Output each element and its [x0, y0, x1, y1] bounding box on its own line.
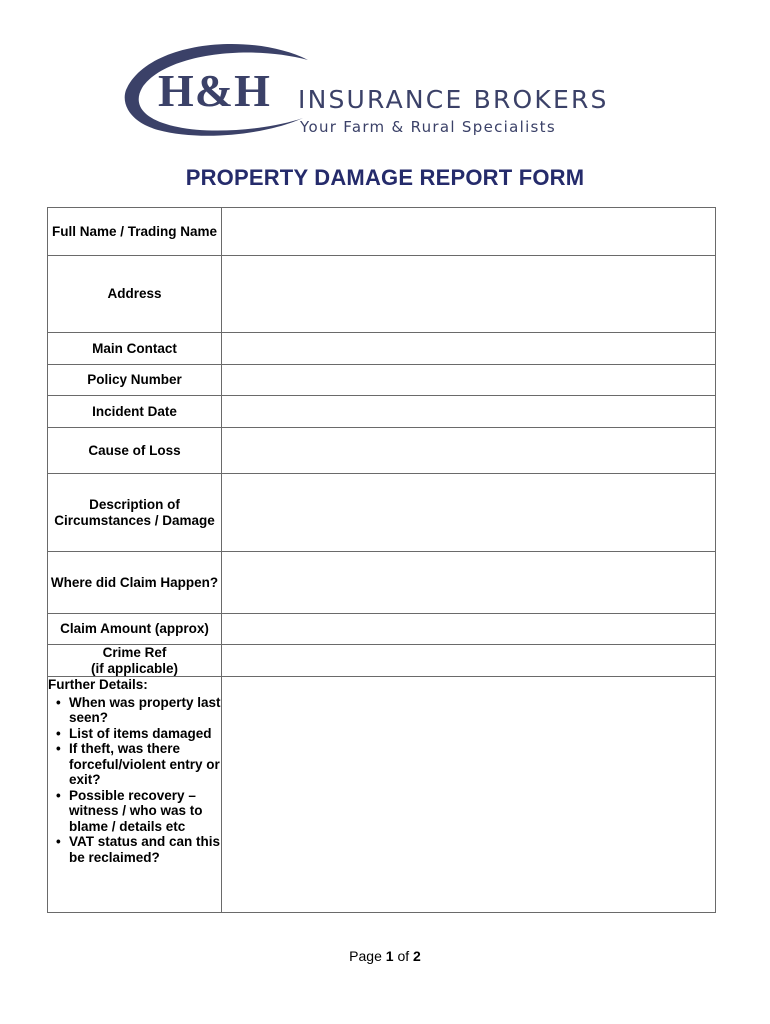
- page-indicator: [0, 948, 770, 964]
- description-field[interactable]: [222, 474, 716, 552]
- full-name-field[interactable]: [222, 208, 716, 256]
- address-label: Address: [48, 256, 222, 333]
- further-details-field[interactable]: [222, 677, 716, 913]
- form-title: PROPERTY DAMAGE REPORT FORM: [185, 165, 585, 190]
- where-label: Where did Claim Happen?: [48, 552, 222, 614]
- logo-monogram: H&H: [158, 65, 271, 116]
- incident-date-label: Incident Date: [48, 396, 222, 428]
- policy-number-field[interactable]: [222, 365, 716, 396]
- main-contact-label: Main Contact: [48, 333, 222, 365]
- row-address: [48, 256, 716, 333]
- report-form-table: [47, 207, 716, 913]
- page-prefix: Page: [349, 948, 382, 964]
- further-details-item: • Possible recovery – witness / who was to blame / details etc: [54, 788, 221, 835]
- further-details-title: Further Details:: [48, 677, 148, 692]
- where-field[interactable]: [222, 552, 716, 614]
- description-label: Description of Circumstances / Damage: [48, 474, 222, 552]
- further-details-item: • VAT status and can this be reclaimed?: [54, 834, 221, 865]
- policy-number-label: Policy Number: [48, 365, 222, 396]
- row-policy-number: [48, 365, 716, 396]
- claim-amount-label: Claim Amount (approx): [48, 614, 222, 645]
- row-cause-of-loss: [48, 428, 716, 474]
- row-crime-ref: [48, 645, 716, 677]
- page-of: of: [397, 948, 410, 964]
- company-logo: [118, 38, 658, 143]
- row-description: [48, 474, 716, 552]
- incident-date-field[interactable]: [222, 396, 716, 428]
- cause-of-loss-label: Cause of Loss: [48, 428, 222, 474]
- row-main-contact: [48, 333, 716, 365]
- further-details-item: • List of items damaged: [54, 726, 221, 742]
- cause-of-loss-field[interactable]: [222, 428, 716, 474]
- row-full-name: [48, 208, 716, 256]
- page-total: 2: [413, 948, 421, 964]
- main-contact-field[interactable]: [222, 333, 716, 365]
- row-further-details: [48, 677, 716, 913]
- crime-ref-field[interactable]: [222, 645, 716, 677]
- row-where: [48, 552, 716, 614]
- claim-amount-field[interactable]: [222, 614, 716, 645]
- address-field[interactable]: [222, 256, 716, 333]
- crime-ref-label-line-1: Crime Ref: [102, 645, 167, 660]
- crime-ref-label: [48, 645, 222, 677]
- crime-ref-label-line-2: (if applicable): [90, 660, 178, 676]
- logo-tagline: Your Farm & Rural Specialists: [300, 118, 556, 136]
- row-claim-amount: [48, 614, 716, 645]
- further-details-item: • When was property last seen?: [54, 695, 221, 726]
- page-current: 1: [385, 948, 394, 964]
- logo-brand-name: INSURANCE BROKERS: [298, 85, 609, 114]
- row-incident-date: [48, 396, 716, 428]
- full-name-label: Full Name / Trading Name: [48, 208, 222, 256]
- further-details-list: [48, 695, 221, 866]
- further-details-item: • If theft, was there forceful/violent entry or exit?: [54, 741, 221, 788]
- further-details-label: [48, 677, 222, 913]
